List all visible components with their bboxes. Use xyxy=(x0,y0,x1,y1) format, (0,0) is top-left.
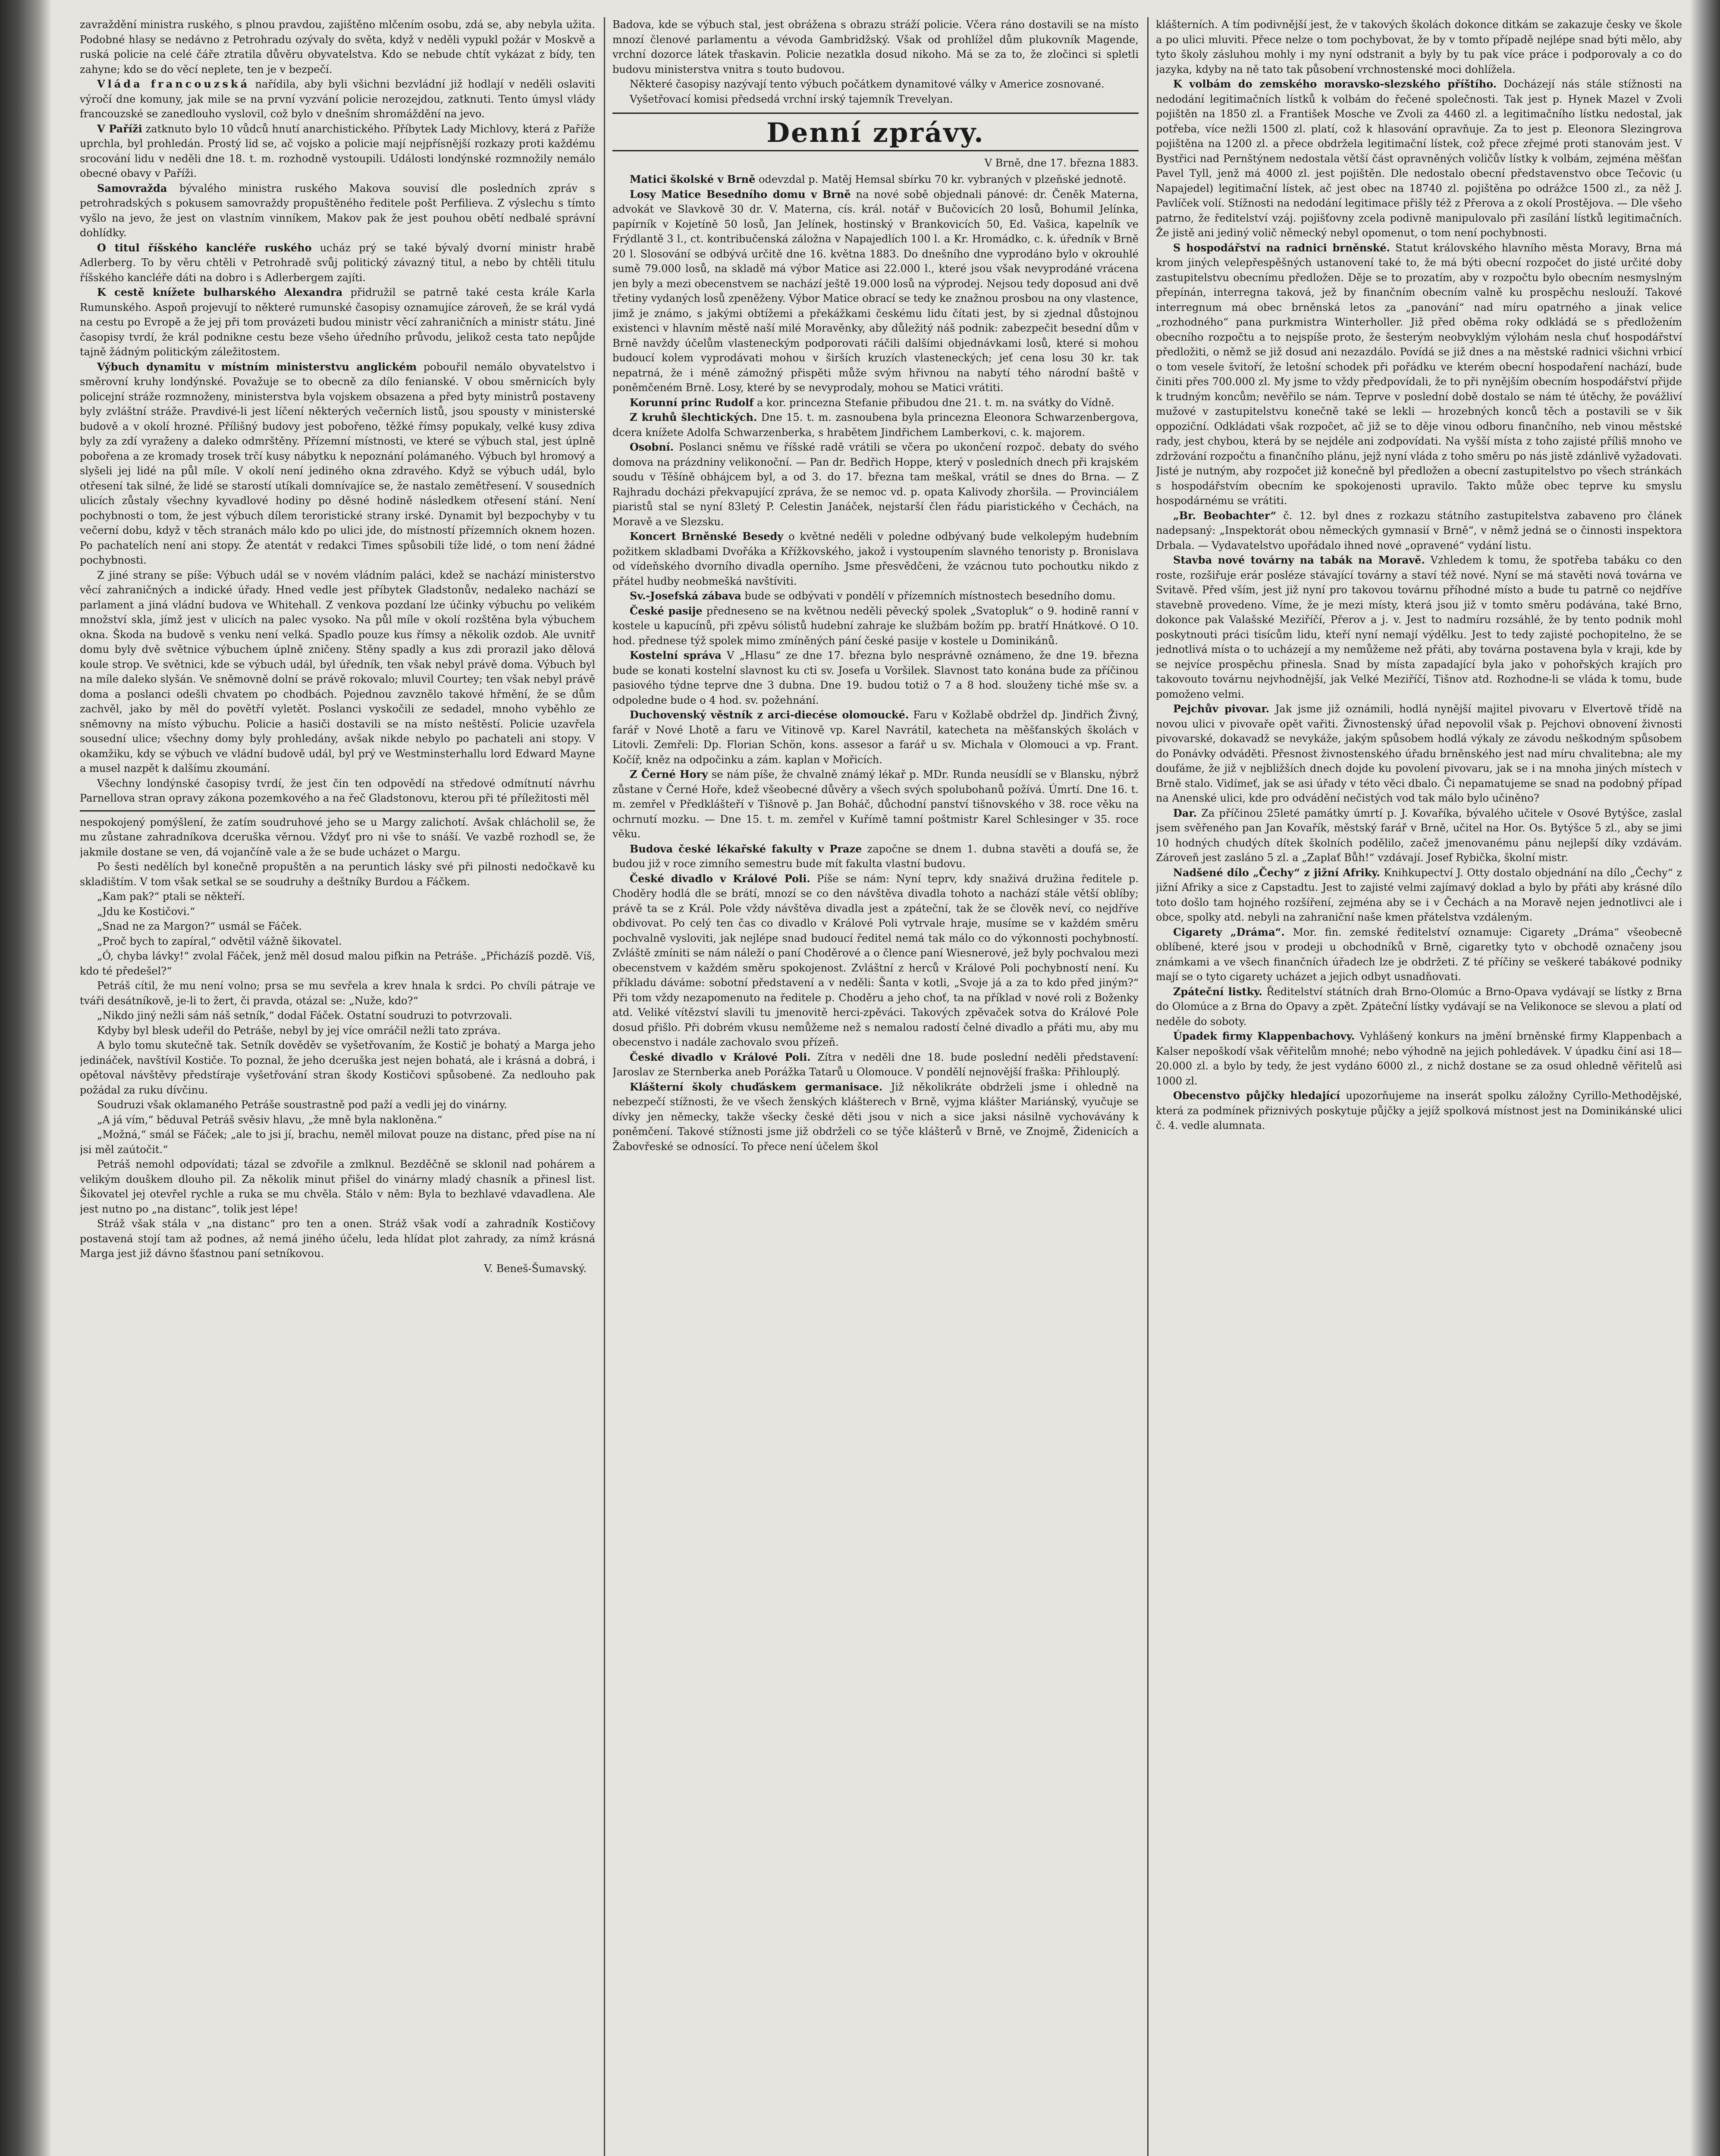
news-item-heading: Klášterní školy chuďáskem germanisace. xyxy=(630,1080,883,1093)
paragraph xyxy=(80,285,595,360)
news-item-heading: S hospodářství na radnici brněnské. xyxy=(1173,241,1390,254)
paragraph-text: bývalého ministra ruského Makova souvisí dle posledních zpráv s petrohradských s pokusem samovraždy propuštěného ředitele pošt Perfilieva. Z výslechu s tímto vyšlo na jevo, že jest on vlastním vinníkem, Makov pak že jest pouhou obětí nedbalé správní dohlídky. xyxy=(80,182,595,239)
news-item xyxy=(1156,553,1682,702)
dialog-line: „Snad ne za Margon?“ usmál se Fáček. xyxy=(97,920,302,932)
paragraph: zavraždění ministra ruského, s plnou pravdou, zajištěno mlčením osobu, zdá se, aby nebyla užita. Podobné hlasy se nedávno z Petrohradu ozývaly do světa, když v neděli vypukl požár v Moskvě a ruská policie na celé čáře ztratila důvěru obyvatelstva. Kdo se nebude chtít vykázat z bídy, ten zahyne; kdo se do věcí neplete, ten je v bezpečí. xyxy=(80,19,595,75)
news-item xyxy=(612,395,1139,411)
news-item-text: předneseno se na květnou neděli pěvecký spolek „Svatopluk“ o 9. hodině ranní v kostele u kapucínů, při zpěvu sólistů hudební zahraje ke službám božím pp. bratří Hnátkové. O 10. hod. přednese týž spolek mimo zmíněných pání české pasije v kostele u Dominikánů. xyxy=(612,605,1139,647)
paragraph-heading: O titul říšského kancléře ruského xyxy=(97,241,312,254)
feuilleton-paragraph: Soudruzi však oklamaného Petráše soustrastně pod paží a vedli jej do vinárny. xyxy=(97,1099,507,1111)
feuilleton-paragraph: Petráš nemohl odpovídati; tázal se zdvořile a zmlknul. Bezděčně se sklonil nad pohárem a velikým douškem dlouho pil. Za několik minut přišel do vinárny mladý chasník a přinesl list. Šikovatel jej otevřel rychle a ruka se mu chvěla. Stálo v něm: Byla to bezhlavé vdavadlena. Ale jest nutno po „na distanc“, tolik jest lépe! xyxy=(80,1158,595,1215)
news-item-text: upozorňujeme na inserát spolku záložny Cyrillo-Methodějské, která za podmínek přiznivých poskytuje půjčky a jejíž spolková místnost jest na Dominikánské ulici č. 4. vedle alumnata. xyxy=(1156,1090,1682,1131)
news-item-text: na nové sobě objednali pánové: dr. Čeněk Materna, advokát ve Slavkově 30 dr. V. Materna, cís. král. notář v Bučovicích 20 losů, Bohumil Jelínka, papírník v Kojetíně 50 losů, Jan Jelínek, hostinský v Brankovicích 50, Ed. Vašica, kapelník ve Frýdlantě 3 l., ct. kontribučenská záložna v Napajedlích 100 l. a Kr. Hromádko, c. k. úředník v Brně 20 l. Slosování se odbývá určitě dne 16. května 1883. Do dnešního dne vyprodáno bylo v okrouhlé sumě 79.000 losů, na skladě má výbor Matice asi 22.000 l., které jsou však nevyprodáné vrácena jen byly a mezi obecenstvem se nachází ještě 19.000 losů na výprodej. Nejsou tedy doposud ani dvě třetiny vydaných losů zpeněženy. Výbor Matice obrací se tedy ke znažnou prosbou na ony vlastence, jimž je známo, s jakými obtížemi a překážkami českému lidu čítati jest, by si zjednal důstojnou existenci v hlavním městě naší milé Moravěnky, aby důležitý náš podnik: zabezpečit besední dům v Brně navždy účelům vlasteneckým podporovati ráčili dalšími objednávkami losů, které si mohou budoucí kolem vyprodávati mohou v širších kruzích vlasteneckých; jeť cena losu 30 kr. tak nepatrná, že i méně zámožný přispěti může svým hřivnou na nabytí tého národní baště v poněmčeném Brně. Losy, které by se nevyprodaly, mohou se Matici vrátiti. xyxy=(612,188,1139,394)
news-item-text: Již několikráte obdrželi jsme i ohledně na nebezpečí stížnosti, že ve všech ženských klášterech v Brně, vyjma klášter Mariánský, vyučuje se dívky jen německy, takže všecky české děti jsou v nich a sice jaksi násilně vychovávány k poněmčení. Takové stížnosti jsme již obdrželi co se týče klášterů v Brně, ve Znojmě, Židenicích a Žabovřeské se odnosící. To přece není účelem škol xyxy=(612,1081,1139,1153)
dateline: V Brně, dne 17. března 1883. xyxy=(984,157,1139,169)
feuilleton-paragraph: Petráš cítil, že mu není volno; prsa se mu sevřela a krev hnala k srdci. Po chvíli pátraje ve tváři desátníkově, je-li to žert, či pravda, otázal se: „Nuže, kdo?“ xyxy=(80,980,595,1007)
news-item-text: započne se dnem 1. dubna stavěti a doufá se, že budou již v roce zimního semestru bude mít fakulta vlastní budovu. xyxy=(612,843,1139,870)
news-item-text: o květné neděli v poledne odbývaný bude velkolepým hudebním požitkem skladbami Dvořáka a Křížkovského, jakož i vystoupením slavného tenoristy p. Bronislava od vídeňského dvorního divadla operního. Jsme přesvědčeni, že vzácnou tuto pochoutku nikdo z přátel hudby neobmešká navštíviti. xyxy=(612,530,1139,587)
news-item-text: Faru v Kožlabě obdržel dp. Jindřich Živný, farář v Nové Lhotě a faru ve Vitinově vp. Karel Navrátil, katecheta na měšťanských školách v Litovli. Zemřeli: Dp. Florian Schön, kons. assesor a farář u sv. Michala v Olomouci a vp. Frant. Kočíř, kněz na odpočinku a zám. kaplan v Mořicích. xyxy=(612,709,1139,766)
feuilleton-paragraph: Kdyby byl blesk udeřil do Petráše, nebyl by jej více omráčil nežli tato zpráva. xyxy=(97,1024,501,1037)
news-item xyxy=(1156,702,1682,806)
news-item-heading: České pasije xyxy=(630,604,703,617)
news-item-text: č. 12. byl dnes z rozkazu státního zastupitelstva zabaveno pro článek nadepsaný: „Inspektorát obou německých gymnasií v Brně“, v němž jedná se o činnosti inspektora Drbala. — Vydavatelstvo upořádalo ihned nové „opravené“ vydání listu. xyxy=(1156,509,1682,552)
news-item-text: Mor. fin. zemské ředitelství oznamuje: Cigarety „Dráma“ všeobecně oblíbené, které jsou v prodeji u obchodníků v Brně, cigaretky tyto v obchodě označeny jsou známkami a ve všech finančních úřadech lze je obdržeti. Z té příčiny se veškeré tabákové podniky mají se o tyto cigarety ucházet a jejich odbyt usnadňovati. xyxy=(1156,926,1682,983)
news-item xyxy=(612,529,1139,589)
news-item xyxy=(1156,865,1682,925)
news-item-heading: Z Černé Hory xyxy=(630,768,708,780)
column-middle xyxy=(612,17,1139,2156)
feuilleton-paragraph: „Nikdo jiný nežli sám náš setník,“ dodal Fáček. Ostatní soudruzi to potvrzovali. xyxy=(97,1009,512,1022)
news-item-text: Vzhledem k tomu, že spotřeba tabáku co den roste, rozšiřuje erár posléze stávající továrny a staví též nové. Nyní se má stavěti nová továrna ve Svitavě. Před vším, jest již nyní pro takovou továrnu příhodné místo a bude tu patrně co nejdříve stavebně provedeno. Víme, že je mezi místy, která jsou již v tomto směru podávána, také Brno, dokonce pak Valašské Meziříčí, Přerov a j. v. Jest to nadmíru rozsáhlé, že by tento podnik mohl poskytnouti práci tisícům lidu, kteří nyní nemají výdělku. Jest to tedy zajisté pochopitelno, že se jednotlivá místa o to ucházejí a my nemůžeme než přáti, aby továrna postavena byla v kraji, kde by se nejvíce prospěchu přinesla. Snad by místa zapadající byla jako v pohořských krajích pro takovouto továrnu nejvhodnější, jak Velké Meziříčí, Tišnov atd. Rozhodne-li se vláda k tomu, bude pomoženo velmi. xyxy=(1156,554,1682,700)
news-items xyxy=(612,172,1139,1154)
news-item-text: V „Hlasu“ ze dne 17. března bylo nesprávně oznámeno, že dne 19. března bude se konati kostelní slavnost ku cti sv. Josefa u Voršilek. Slavnost tato konána bude za příčinou pasiového týdne teprve dne 3 dubna. Dne 19. budou totiž o 7 a 8 hod. slouženy tiché mše sv. a odpoledne bude o 4 hod. sv. požehnání. xyxy=(612,649,1139,706)
paragraph-heading: Vláda francouzská xyxy=(97,78,250,90)
news-item-text: Knihkupectví J. Otty dostalo objednání na dílo „Čechy“ z jižní Afriky a sice z Capstadtu. Jest to zajisté velmi zajímavý doklad a bylo by přáti aby krásné dílo toto došlo tam hojného rozšíření, zejména aby se i v Čechách a na Moravě nejen jednotlivci ale i obce, spolky atd. nebyli na zahraniční naše kmen přátelstva vzdáleným. xyxy=(1156,866,1682,923)
news-item xyxy=(1156,77,1682,241)
news-item-text: bude se odbývati v pondělí v přízemních místnostech besedního domu. xyxy=(744,590,1116,602)
feuilleton-paragraph: nespokojený pomýšlení, že zatím soudruhové jeho se u Margy zalichotí. Avšak chlácholil se, že mu zůstane zahradníkova dceruška věrnou. Vždyť pro ni vše to snáší. Ve vazbě rozhodl se, že jakmile dostane se ven, dá vojančíně vale a že se bude ucházet o Margu. xyxy=(80,816,595,858)
author-signature: V. Beneš-Šumavský. xyxy=(484,1262,587,1275)
paragraph: klášterních. A tím podivnější jest, že v takových školách dokonce ditkám se zakazuje česky ve škole a po ulici mluviti. Přece nelze o tom pochybovat, že by v tomto případě nejlépe snad býti mělo, aby tyto školy zásluhou mohly i my nyní odstranit a byly by tu pak více práce i podporovaly a co do jazyka, kdyby na ně tato tak působení vrchnostenské moci dohlížela. xyxy=(1156,19,1682,75)
news-item-heading: Dar. xyxy=(1173,806,1197,819)
news-item-heading: Stavba nové továrny na tabák na Moravě. xyxy=(1173,554,1425,566)
news-item-heading: Kostelní správa xyxy=(630,649,722,661)
news-item xyxy=(612,172,1139,187)
news-item xyxy=(612,410,1139,440)
paragraph: Některé časopisy nazývají tento výbuch počátkem dynamitové války v Americe zosnované. xyxy=(630,78,1105,90)
dialog-line: „Kam pak?“ ptali se někteří. xyxy=(97,890,245,903)
news-item xyxy=(1156,508,1682,553)
dialog-line: „Ó, chyba lávky!“ zvolal Fáček, jenž měl dosud malou pifkin na Petráše. „Přicházíš pozdě. Víš, kdo té předešel?“ xyxy=(80,950,595,977)
column-left xyxy=(80,17,595,2156)
news-item xyxy=(612,767,1139,842)
news-item-heading: „Br. Beobachter“ xyxy=(1173,509,1277,522)
dialog-line: „Proč bych to zapíral,“ odvětil vážně šikovatel. xyxy=(97,935,342,947)
news-item xyxy=(612,708,1139,767)
paragraph xyxy=(80,77,595,122)
news-item xyxy=(612,842,1139,871)
paragraph-text: přidružil se patrně také cesta krále Karla Rumunského. Aspoň projevují to některé rumunské časopisy oznamujíce zároveň, že se král vydá na cestu po Evropě a že jej při tom provázeti budou ministr věcí zahraničních a ministr státu. Jiné časopisy tvrdí, že král podnikne cestu beze všeho úředního průvodu, jelikož cesta tato nepůjde tajně žádným politickým záležitostem. xyxy=(80,286,595,358)
news-item xyxy=(1156,984,1682,1029)
dialog-line: „Jdu ke Kostičovi.“ xyxy=(97,905,195,918)
news-item-text: Zítra v neděli dne 18. bude poslední neděli představení: Jaroslav ze Sternberka aneb Porážka Tatarů u Olomouce. V pondělí nejnovější fraška: Přihlouplý. xyxy=(612,1051,1139,1078)
column-right xyxy=(1156,17,1682,2156)
paragraph xyxy=(80,122,595,181)
news-item xyxy=(612,187,1139,395)
news-item xyxy=(1156,1029,1682,1088)
paragraph xyxy=(80,241,595,285)
section-heading-box xyxy=(612,113,1139,151)
news-item-text: Jak jsme již oznámili, hodlá nynější majitel pivovaru v Elvertově třídě na novou ulici v pivovaře opět vařiti. Živnostenský úřad nepovolil však p. Pejchovi obnovení živnosti pivovarské, dokavadž se nevykáže, jakým spůsobem hodlá výkaly ze závodu neškodným spůsobem do Ponávky odváděti. Přesnost živnostenského úřadu brněnského jest nad míru chvalitebna; ale my doufáme, že již v nejbližších dnech dojde ku povolení pivovaru, jak se i na mnoha jiných místech v Brně stalo. Vidímeť, jak se asi úřady v této věci dbalo. Či nepamatujeme se snad na podobný případ na Anenské ulici, kde pro odvádění nečistých vod tak málo bylo učiněno? xyxy=(1156,703,1682,804)
paragraph: Badova, kde se výbuch stal, jest obrážena s obrazu stráží policie. Včera ráno dostavili se na místo mnozí členové parlamentu a vévoda Gambridžský. Však od prohlížel dům plukovník Magende, vrchní dozorce látek třaskavin. Policie nezatkla dosud nikoho. Má se za to, že zločinci si spletli budovu ministerstva vnitra s touto budovou. xyxy=(612,19,1139,75)
news-item-heading: Úpadek firmy Klappenbachovy. xyxy=(1173,1030,1355,1042)
paragraph-text: zatknuto bylo 10 vůdců hnutí anarchistického. Příbytek Lady Michlovy, která z Paříže uprchla, byl prohledán. Prostý lid se, ač vojsko a policie mají nejpřísnější rozkazy proti každému srocování lidu v neděli dne 18. t. m. rozhodně vystoupili. Události londýnské rozmnožily nemálo obecné obavy v Paříži. xyxy=(80,122,595,179)
news-item-heading: Nadšené dílo „Čechy“ z jižní Afriky. xyxy=(1173,866,1380,879)
paragraph-text: pobouřil nemálo obyvatelstvo i směrovní kruhy londýnské. Považuje se to obecně za dílo fenianské. V obou směrnicích byly policejní stráže rozmnoženy, ministerstva byla vojskem obsazena a před byty ministrů postaveny byly zvláštní stráže. Pravdivé-li jest líčení některých večerních listů, jsou spousty v ministerské budově a v okolí hrozné. Přílišný budovy jest pobořeno, těžké římsy popukaly, velké kusy zdiva byly za zdí vyraženy a daleko odmrštěny. Přízemní místnosti, ve které se výbuch stal, jest úplně pobořena a ze kromady trosek trčí kusy nábytku k nepoznání polámaného. Výbuch byl hromový a slyšeli jej lidé na půl míle. V okolí není jediného okna zdravého. Když se výbuch udál, bylo otřesení tak silné, že lidé se starostí utíkali domnívajíce se, že nastalo zemětřesení. V sousedních ulicích zůstaly všechny kyvadlové hodiny po děsné hodině následkem otřesení stání. Není pochybnosti o tom, že jest výbuch dílem teroristické strany irské. Dynamit byl bezpochyby v tu večerní dobu, když v těch stranách málo kdo po ulici jde, do místností přízemních oknem hozen. Po pachatelích není ani stopy. Že atentát v redakci Times spůsobili tíže lidé, o tom není žádné pochybnosti. xyxy=(80,360,595,566)
paragraph xyxy=(80,181,595,241)
feuilleton-paragraph: „A já vím,“ běduval Petráš svěsiv hlavu, „že mně byla nakloněna.“ xyxy=(97,1113,443,1126)
paragraph: Vyšetřovací komisi předsedá vrchní irský tajemník Trevelyan. xyxy=(630,93,953,105)
news-item xyxy=(1156,1088,1682,1133)
news-item-heading: České divadlo v Králové Poli. xyxy=(630,872,810,885)
feuilleton-paragraph: „Možná,“ smál se Fáček; „ale to jsi jí, brachu, neměl milovat pouze na distanc, před píse na ní jsi měl zaútočit.“ xyxy=(80,1128,595,1156)
news-items xyxy=(1156,77,1682,1133)
column-rule xyxy=(1147,17,1149,2156)
news-item-text: Za příčinou 25leté památky úmrtí p. J. Kovaříka, bývalého učitele v Osové Bytýšce, zaslal jsem svěřeného pan Jan Kovařík, městský farář v Brně, učitel na Hor. Os. Bytýšce 5 zl., aby se jimi 10 hodných chudých dítek školních podělilo, začež jmenovanému pánu nejlepší díky vzdávám. Zároveň jest zasláno 5 zl. a „Zaplať Bůh!“ vzdávají. Josef Rybička, školní mistr. xyxy=(1156,807,1682,864)
paragraph-heading: Samovražda xyxy=(97,182,167,194)
news-item xyxy=(612,648,1139,708)
news-item-heading: Cigarety „Dráma“. xyxy=(1173,925,1285,938)
news-item-heading: Pejchův pivovar. xyxy=(1173,702,1270,715)
news-item-text: Vyhlášený konkurs na jmění brněnské firmy Klappenbach a Kalser nepoškodí však věřitelům mnohé; nebo výhodně na jejich pohledávek. V úpadku činí asi 18—20.000 zl. a bylo by tedy, že jest vydáno 6000 zl., z nichž dostane se za osud ohledně věřitelů asi 1000 zl. xyxy=(1156,1030,1682,1087)
news-item xyxy=(612,604,1139,649)
section-divider xyxy=(80,810,595,812)
news-item-text: a kor. princezna Stefanie přibudou dne 21. t. m. na svátky do Vídně. xyxy=(757,396,1114,409)
news-item-heading: Koncert Brněnské Besedy xyxy=(630,530,784,542)
news-item-text: se nám píše, že chvalně známý lékař p. MDr. Runda neusídlí se v Blansku, nýbrž zůstane v Černé Hoře, kdež všeobecné důvěry a všech svých spolubohanů požívá. Úmrtí. Dne 16. t. m. zemřel v Předklášteří v Tišnově p. Jan Boháč, důchodní panství tišnovského v 38. roce věku na ochrnutí mozku. — Dne 15. t. m. zemřel v Kuřímě tamní poštmistr Karel Schlesinger v 35. roce věku. xyxy=(612,768,1139,840)
feuilleton-paragraph: Stráž však stála v „na distanc“ pro ten a onen. Stráž však vodí a zahradník Kostičovy postavená stojí tam až podnes, až nemá jiného účelu, leda hlídat plot zahrady, za nímž krásná Marga jest již dávno šťastnou paní setníkovou. xyxy=(80,1218,595,1260)
news-item-heading: K volbám do zemského moravsko-slezského příštího. xyxy=(1173,78,1497,90)
paragraph-text: nařídila, aby byli všichni bezvládní již hodlají v neděli oslaviti výročí dne komuny, jak mile se na první vyzvání policie nerozejdou, zatknuti. Tento úmysl vlády francouzské se zanedlouho vyslovil, což bylo v dnešním shromáždění na jevo. xyxy=(80,78,595,120)
news-item-text: Statut královského hlavního města Moravy, Brna má krom jiných velepřespěšných ustanovení také to, že má býti obecní rozpočet do jisté určité doby zastupitelstvu obecnímu předložen. Děje se to prozatím, aby v rozpočtu bylo obecním nesmyslným přepínán, interregna taková, jež by finančním obecním valně ku prospěchu neslouží. Takové interregnum má obec brněnská letos za „panování“ nad míru opatrného a jinak velice „rozhodného“ pana purkmistra Winterholler. Již před oběma roky odkládá se s předložením obecního rozpočtu a to nejspíše proto, že šesterým neobvyklým výlohám nesla chuť hospodářství předložiti, o němž se již dosud ani nezazdálo. Povídá se již dnes a na městské radnici všichni vrbicí o tom vesele švitoří, že letošní schodek při pořádku ve kterém obecní hospodaření nachází, bude činiti přes 700.000 zl. My jsme to vždy předpovídali, že to při nynějším obecním hospodářství přijde k trudným koncům; nevěřilo se nám. Teprve v poslední době dostalo se nám té útěchy, že povážliví mužové v zastupitelstvu konečně také se lekli — hrozebných konců těch a postavili se v šik oppoziční. Odkládati však rozpočet, ač již se to děje vinou odboru finančního, neb vinou městské rady, jest chybou, která by se nejdéle ani zodpovídati. Na vyšší místa z toho zajisté příliš mnoho ve zdržování rozpočtu a finančního plánu, jejž nyní vláda z toho směru po nás jistě zdánlivě vyžadovati. Jisté je nutným, aby rozpočet již konečně byl předložen a obecní zastupitelstvo po všech stránkách s hospodářstvím obecním ke spokojenosti upravilo. Takto může obec teprve ku smyslu hospodárnému se vrátiti. xyxy=(1156,241,1682,507)
news-item xyxy=(612,440,1139,529)
news-item xyxy=(612,1080,1139,1154)
paragraph-heading: K cestě knížete bulharského Alexandra xyxy=(97,286,343,298)
news-item-text: odevzdal p. Matěj Hemsal sbírku 70 kr. vybraných v plzeňské jednotě. xyxy=(759,173,1127,185)
news-item-heading: Budova české lékařské fakulty v Praze xyxy=(630,842,862,855)
news-item xyxy=(1156,925,1682,984)
news-item-heading: Z kruhů šlechtických. xyxy=(630,411,757,423)
paragraph xyxy=(80,360,595,568)
paragraph-text: ucház prý se také bývalý dvorní ministr hrabě Adlerberg. To by věru chtěli v Petrohradě svůj politický závazný titul, a nebo by chtěli titulu říšského kancléře dáti na dobro i s Adlerbergem zajíti. xyxy=(80,241,595,284)
news-item-text: Poslanci sněmu ve říšské radě vrátili se včera po ukončení rozpoč. debaty do svého domova na prázdniny velikonoční. — Pan dr. Bedřich Hoppe, který v posledních dnech při krajském soudu v Těšíně obhájcem byl, a od 3. do 17. března tam meškal, vrátil se dnes do Brna. — Z Rajhradu docházi překvapující zpráva, že se nemoc vd. p. opata Kalivody zhoršila. — Provinciálem piaristů stal se nyní 83letý P. Celestin Janáček, nejstarší člen řádu piaristického v Čechách, na Moravě a ve Slezsku. xyxy=(612,441,1139,528)
column-rule xyxy=(604,17,605,2156)
news-item-heading: České divadlo v Králové Poli. xyxy=(630,1050,811,1063)
news-item xyxy=(1156,806,1682,865)
paragraph-heading: Výbuch dynamitu v místním ministerstvu anglickém xyxy=(97,360,417,373)
news-item-text: Ředitelství státních drah Brno-Olomúc a Brno-Opava vydávají se lístky z Brna do Olomúce a z Brna do Opavy a zpět. Zpáteční lístky vydávají se na Velikonoce se slevou a platí od neděle do soboty. xyxy=(1156,985,1682,1028)
news-item xyxy=(612,871,1139,1050)
news-item-text: Píše se nám: Nyní teprv, kdy snaživá družina ředitele p. Choděry hodlá dle se brátí, mnozí se co den návštěva divadla tohoto a nachází stále větší oblíby; právě ta se z Král. Pole vždy návštěva divadla jest a zpáteční, tak že se člověk neví, co nejdříve obdivovat. Po celý ten čas co divadlo v Králové Poli vytrvale hraje, musíme se v každém směru pochvalně vysloviti, jak nejlépe snad budoucí ředitel nemá tak málo co do výkonnosti pochybností. Zvláště zmíniti se nám náleží o paní Choděrové a o člence paní Wiesnerové, jež byly pochvalou mezi obecenstvem v každém směru spokojenost. Zvláštní z herců v Králové Poli pochybností není. Ku příkladu dáváme: sobotní představení a v neděli: Šanta v kotli, „Svoje já a za to kdo před jiným?“ Při tom vždy nezapomenuto na ředitele p. Choděru a jeho choť, ta na příklad v nové roli z Boženky atd. Veliké vítězství slavili tu jmenovitě herci-zpěváci. Takových zpěvaček sotva do Králové Pole dosud přišlo. Při dobrém vkusu nemůžeme než s nemalou radostí čelné divadlo a přáti mu, aby mu obecenstvo i nadále zachovalo svou přízeň. xyxy=(612,872,1139,1048)
scan-edge-left xyxy=(0,0,52,2156)
news-item-heading: Osobní. xyxy=(630,441,674,453)
news-item xyxy=(612,589,1139,604)
news-item-text: Dne 15. t. m. zasnoubena byla princezna Eleonora Schwarzenbergova, dcera knížete Adolfa Schwarzenberka, s hrabětem Jindřichem Lamberkovi, c. k. majorem. xyxy=(612,411,1139,439)
paragraph: Z jiné strany se píše: Výbuch udál se v novém vládním paláci, kdež se nachází ministerstvo věcí zahraničných a indické úřady. Hned vedle jest příbytek Gladstonův, nedaleko nachází se parlament a jiná vládní budova ve Whitehall. Z venkova pozdaní lze účinky výbuchu po velikém množství skla, jímž jest v ulicích na palec vysoko. Na půl míle v okolí rozštěna byla výbuchem okna. Škoda na budově s venku není velká. Spadlo pouze kus římsy a několik ozdob. Ale uvnitř domu byly dvě světnice výbuchem úplně zničeny. Stěny spadly a kus zdi prorazil jako dělová koule strop. Ve světnici, kde se výbuch udál, byl úředník, ten však nebyl právě doma. Výbuch byl na míle daleko slyšán. Ve sněmovně dolní se právě rokovalo; mluvil Courtey; ten však nebyl právě doma a poslanci odešli chvatem po chodbách. Pojednou zavznělo takové hřmění, že se dům zachvěl, jako by měl do povětří vyletět. Poslanci vyskočili ze sedadel, mnoho vyběhlo ze sněmovny na místo výbuchu. Policie a hasiči dostavili se na místo neštěstí. Policie uzavřela sousední ulice; všechny domy byly prohledány, avšak nikde nebylo po pachateli ani stopy. V okamžiku, kdy se výbuch ve vládní budově udál, byl prý ve Westminsterhallu lord Edward Mayne a musel nazpět k dalšímu zkoumání. xyxy=(80,569,595,774)
feuilleton-paragraph: Po šesti nedělích byl konečně propuštěn a na peruntich lásky své při pilnosti nedočkavě ku skladištím. V tom však setkal se se soudruhy a deštníky Burdou a Fáčkem. xyxy=(80,861,595,888)
paragraph: Všechny londýnské časopisy tvrdí, že jest čin ten odpovědí na středové odmítnutí návrhu Parnellova stran opravy zákona pozemkového a na řeč Gladstonovu, kterou při té příležitosti měl xyxy=(80,777,595,804)
news-item-heading: Duchovenský věstník z arci-diecése olomoucké. xyxy=(630,708,909,721)
news-item-heading: Zpáteční listky. xyxy=(1173,985,1262,998)
news-item-heading: Obecenstvo půjčky hledající xyxy=(1173,1089,1340,1102)
news-item-heading: Losy Matice Besedního domu v Brně xyxy=(630,188,851,201)
news-item-text: Docházejí nás stále stížnosti na nedodání legitimačních lístků k volbám do řečené společnosti. Tak jest p. Hynek Mazel v Zvoli pojištěn na 1850 zl. a František Mosche ve Zvoli za 4460 zl. a legitimačního lístku nedostal, jak potřeba, více nežli 1500 zl. platí, což k hlasování opravňuje. Za to jest p. Eleonora Slezingrova pojištěna na 1200 zl. a přece obdržela legitimační lístek, což přece zřejmé proti stanovám jest. V Bystřici nad Pernštýnem nedostala větší část opravněných voličův lístky k volbám, zejména měšťan Pavel Tyll, jenž má 4000 zl. jest pojištěn. Dle nedostalo obecní představenstvo obce Tečovic (u Napajedel) legitimační lístek, ač jest obec na 18740 zl. pojištěna po odrážce 1500 zl., za něž J. Pavlíček volí. Stížnosti na nedodání legitimace přišly též z Přerova a z okolí Prostějova. — Dle všeho patrno, že ředitelství vzáj. pojišťovny zcela podivně manipulovalo při zasílání lístků legitimačních. Že jistě ani jediný volič německý nebyl opomenut, o tom není pochybnosti. xyxy=(1156,78,1682,239)
news-item xyxy=(1156,241,1682,508)
feuilleton-paragraph: A bylo tomu skutečně tak. Setník dověděv se vyšetřovaním, že Kostič je bohatý a Marga jeho jedináček, navštívil Kostiče. To poznal, že jeho dceruška jest nejen bohatá, ale i krásná a dobrá, i opětoval návštěvy předstíraje vyšetřování stran škody Kostičovi spůsobené. Za nedlouho pak požádal za ruku dívčinu. xyxy=(80,1039,595,1096)
news-item-heading: Korunní princ Rudolf xyxy=(630,396,754,409)
news-item-heading: Matici školské v Brně xyxy=(630,173,756,185)
paragraph-heading: V Paříži xyxy=(97,122,142,135)
scan-edge-right xyxy=(1690,0,1720,2156)
news-item-heading: Sv.-Josefská zábava xyxy=(630,589,741,602)
news-item xyxy=(612,1050,1139,1080)
section-heading: Denní zprávy. xyxy=(766,117,985,148)
